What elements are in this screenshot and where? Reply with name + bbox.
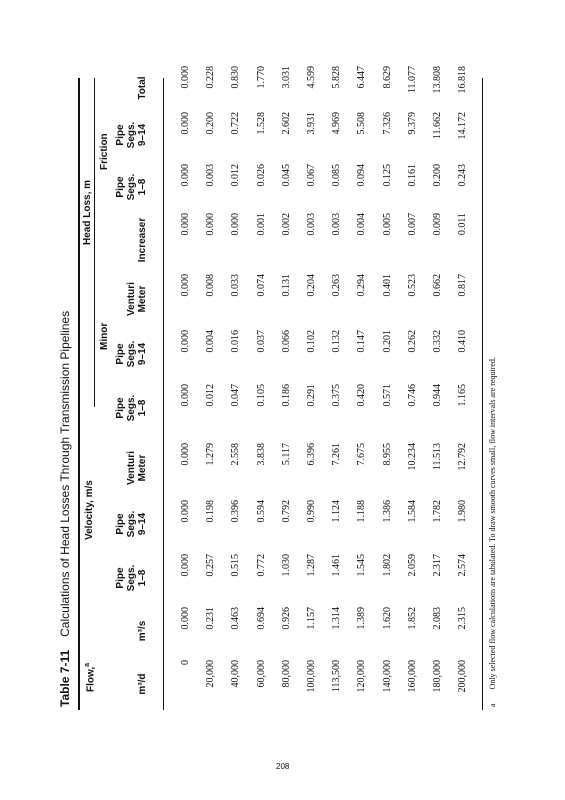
table-cell: 0.662	[432, 274, 443, 297]
table-cell: 40,000	[230, 660, 242, 688]
table-cell: 0.007	[406, 213, 418, 236]
table-cell: 1.124	[331, 500, 343, 523]
table-cell: 3.031	[280, 66, 292, 89]
table-cell: 1.620	[381, 607, 393, 630]
table-cell: 0.201	[381, 330, 393, 353]
table-cell: 0.003	[306, 213, 317, 236]
table-cell: 0.000	[180, 330, 191, 353]
table-cell: 0.011	[457, 213, 469, 236]
table-cell: 0.200	[205, 112, 217, 135]
table-cell: 1.386	[381, 500, 393, 523]
table-cell: 0.002	[280, 213, 292, 236]
table-cell: 0.000	[180, 443, 191, 466]
column-header-5: Venturi Meter	[126, 451, 148, 485]
group-friction: Friction	[99, 133, 110, 170]
table-cell: 0.257	[205, 554, 217, 577]
column-header-7: Pipe Segs. 9–14	[115, 340, 148, 368]
table-cell: 0.262	[406, 330, 418, 353]
footnote-mark: a	[488, 703, 497, 707]
table-cell: 0.131	[280, 274, 292, 297]
table-cell: 0.722	[230, 112, 242, 135]
table-row	[180, 0, 200, 800]
table-row	[457, 0, 477, 800]
table-cell: 0.515	[230, 554, 242, 577]
table-cell: 0.204	[306, 274, 317, 297]
table-row	[407, 0, 427, 800]
table-cell: 80,000	[280, 660, 292, 688]
table-cell: 20,000	[205, 660, 217, 688]
table-cell: 0.291	[306, 384, 317, 407]
table-cell: 16.818	[457, 66, 469, 94]
table-cell: 113,500	[331, 660, 343, 693]
table-cell: 0.186	[280, 384, 292, 407]
table-row	[230, 0, 250, 800]
table-cell: 3.838	[255, 443, 267, 466]
table-cell: 2.059	[406, 554, 418, 577]
table-cell: 0.147	[356, 330, 368, 353]
table-cell: 0.410	[457, 330, 469, 353]
group-minor: Minor	[99, 322, 110, 350]
table-title	[58, 311, 73, 707]
table-cell: 1.461	[331, 554, 343, 577]
table-cell: 1.030	[280, 554, 292, 577]
table-cell: 2.558	[230, 443, 242, 466]
table-cell: 0.944	[432, 384, 443, 407]
table-cell: 60,000	[255, 660, 267, 688]
table-cell: 0.132	[331, 330, 343, 353]
table-cell: 0.746	[406, 384, 418, 407]
table-cell: 2.083	[432, 607, 443, 630]
table-cell: 0.396	[230, 500, 242, 523]
table-cell: 0.000	[180, 164, 191, 187]
table-caption: Calculations of Head Losses Through Transmission Pipelines	[58, 310, 72, 637]
table-cell: 7.261	[331, 443, 343, 466]
table-cell: 0.033	[230, 274, 242, 297]
table-cell: 180,000	[432, 660, 443, 693]
table-cell: 0.016	[230, 330, 242, 353]
table-cell: 0.001	[255, 213, 267, 236]
table-cell: 0.161	[406, 164, 418, 187]
table-cell: 2.317	[432, 554, 443, 577]
head-loss-underline	[94, 78, 95, 407]
table-cell: 0.817	[457, 274, 469, 297]
table-cell: 0.000	[180, 500, 191, 523]
table-cell: 6.447	[356, 66, 368, 89]
table-cell: 2.574	[457, 554, 469, 577]
table-cell: 0.463	[230, 607, 242, 630]
table-cell: 0.026	[255, 164, 267, 187]
table-cell: 0.792	[280, 500, 292, 523]
table-cell: 0.594	[255, 500, 267, 523]
column-header-3: Pipe Segs. 1–8	[115, 564, 148, 592]
flow-footnote-mark: a	[84, 662, 91, 667]
table-row	[256, 0, 276, 800]
table-cell: 0.231	[205, 607, 217, 630]
table-cell: 1.287	[306, 554, 317, 577]
table-cell: 8.629	[381, 66, 393, 89]
table-cell: 0.067	[306, 164, 317, 187]
group-velocity: Velocity, m/s	[84, 480, 95, 540]
table-cell: 5.828	[331, 66, 343, 89]
table-row	[281, 0, 301, 800]
table-cell: 0.294	[356, 274, 368, 297]
table-cell: 1.980	[457, 500, 469, 523]
column-header-11: Pipe Segs. 9–14	[115, 121, 148, 149]
table-cell: 7.675	[356, 443, 368, 466]
table-cell: 1.545	[356, 554, 368, 577]
table-cell: 3.931	[306, 112, 317, 135]
table-cell: 0.045	[280, 164, 292, 187]
table-cell: 0.523	[406, 274, 418, 297]
table-row	[356, 0, 376, 800]
table-cell: 0.000	[180, 274, 191, 297]
flow-label: Flow,	[85, 666, 97, 692]
table-cell: 0.571	[381, 384, 393, 407]
table-row	[306, 0, 326, 800]
table-cell: 5.508	[356, 112, 368, 135]
table-cell: 1.389	[356, 607, 368, 630]
table-cell: 1.852	[406, 607, 418, 630]
top-rule	[78, 78, 80, 710]
footnote-text: Only selected flow calculations are tabulated. To draw smooth curves small, flow intervals are required.	[488, 357, 497, 690]
table-cell: 0.420	[356, 384, 368, 407]
table-cell: 140,000	[381, 660, 393, 693]
table-cell: 0.000	[180, 384, 191, 407]
column-header-10: Pipe Segs. 1–8	[115, 173, 148, 201]
table-cell: 0.008	[205, 274, 217, 297]
column-header-6: Pipe Segs. 1–8	[115, 394, 148, 422]
table-cell: 0.000	[180, 554, 191, 577]
table-cell: 2.315	[457, 607, 469, 630]
table-cell: 0.003	[205, 164, 217, 187]
table-cell: 2.602	[280, 112, 292, 135]
table-cell: 200,000	[457, 660, 469, 693]
table-cell: 0.375	[331, 384, 343, 407]
table-cell: 1.188	[356, 500, 368, 523]
table-cell: 0.000	[180, 112, 191, 135]
table-cell: 0.401	[381, 274, 393, 297]
table-number: Table 7-11	[58, 649, 72, 707]
table-cell: 1.782	[432, 500, 443, 523]
table-row	[382, 0, 402, 800]
table-cell: 0.990	[306, 500, 317, 523]
table-cell: 1.165	[457, 384, 469, 407]
table-cell: 0	[180, 660, 191, 665]
table-cell: 1.314	[331, 607, 343, 630]
table-cell: 0.094	[356, 164, 368, 187]
table-cell: 0.004	[205, 330, 217, 353]
header-rule	[163, 78, 164, 710]
table-cell: 0.012	[205, 384, 217, 407]
table-cell: 0.772	[255, 554, 267, 577]
bottom-rule	[482, 78, 483, 710]
table-cell: 0.037	[255, 330, 267, 353]
table-cell: 0.012	[230, 164, 242, 187]
table-cell: 0.000	[180, 66, 191, 89]
table-cell: 0.105	[255, 384, 267, 407]
table-cell: 1.584	[406, 500, 418, 523]
column-header-8: Venturi Meter	[126, 282, 148, 316]
table-row	[331, 0, 351, 800]
table-cell: 11.662	[432, 112, 443, 140]
table-cell: 0.004	[356, 213, 368, 236]
table-cell: 0.200	[432, 164, 443, 187]
table-cell: 11.077	[406, 66, 418, 94]
table-cell: 0.000	[230, 213, 242, 236]
column-header-1: m³/d	[137, 673, 148, 695]
column-header-12: Total	[137, 76, 148, 100]
table-cell: 0.000	[180, 607, 191, 630]
table-cell: 0.003	[331, 213, 343, 236]
table-cell: 0.047	[230, 384, 242, 407]
table-cell: 0.102	[306, 330, 317, 353]
table-cell: 6.396	[306, 443, 317, 466]
column-header-4: Pipe Segs. 9–14	[115, 510, 148, 538]
table-cell: 0.009	[432, 213, 443, 236]
column-header-2: m³/s	[137, 620, 148, 642]
table-cell: 0.694	[255, 607, 267, 630]
table-row	[432, 0, 452, 800]
table-footnote	[488, 357, 497, 707]
table-cell: 4.599	[306, 66, 317, 89]
table-cell: 1.770	[255, 66, 267, 89]
table-cell: 0.125	[381, 164, 393, 187]
table-cell: 120,000	[356, 660, 368, 693]
table-cell: 13.808	[432, 66, 443, 94]
group-flow	[84, 663, 96, 692]
table-cell: 0.332	[432, 330, 443, 353]
table-cell: 5.117	[280, 443, 292, 466]
table-cell: 0.926	[280, 607, 292, 630]
table-cell: 10.234	[406, 443, 418, 471]
table-cell: 1.157	[306, 607, 317, 630]
table-cell: 9.379	[406, 112, 418, 135]
table-cell: 0.243	[457, 164, 469, 187]
page-number: 208	[276, 762, 290, 771]
column-header-9: Increaser	[137, 217, 148, 263]
table-cell: 0.066	[280, 330, 292, 353]
table-cell: 1.802	[381, 554, 393, 577]
table-cell: 0.830	[230, 66, 242, 89]
table-cell: 0.000	[205, 213, 217, 236]
table-cell: 8.955	[381, 443, 393, 466]
table-cell: 0.228	[205, 66, 217, 89]
table-cell: 100,000	[306, 660, 317, 693]
table-cell: 14.172	[457, 112, 469, 140]
table-cell: 160,000	[406, 660, 418, 693]
table-cell: 0.074	[255, 274, 267, 297]
group-head-loss: Head Loss, m	[82, 179, 93, 245]
table-cell: 1.279	[205, 443, 217, 466]
table-cell: 0.000	[180, 213, 191, 236]
table-cell: 1.528	[255, 112, 267, 135]
table-cell: 12.792	[457, 443, 469, 471]
table-cell: 0.198	[205, 500, 217, 523]
table-cell: 0.263	[331, 274, 343, 297]
table-cell: 11.513	[432, 443, 443, 471]
table-cell: 4.969	[331, 112, 343, 135]
table-cell: 0.085	[331, 164, 343, 187]
table-cell: 0.005	[381, 213, 393, 236]
table-row	[205, 0, 225, 800]
table-cell: 7.326	[381, 112, 393, 135]
